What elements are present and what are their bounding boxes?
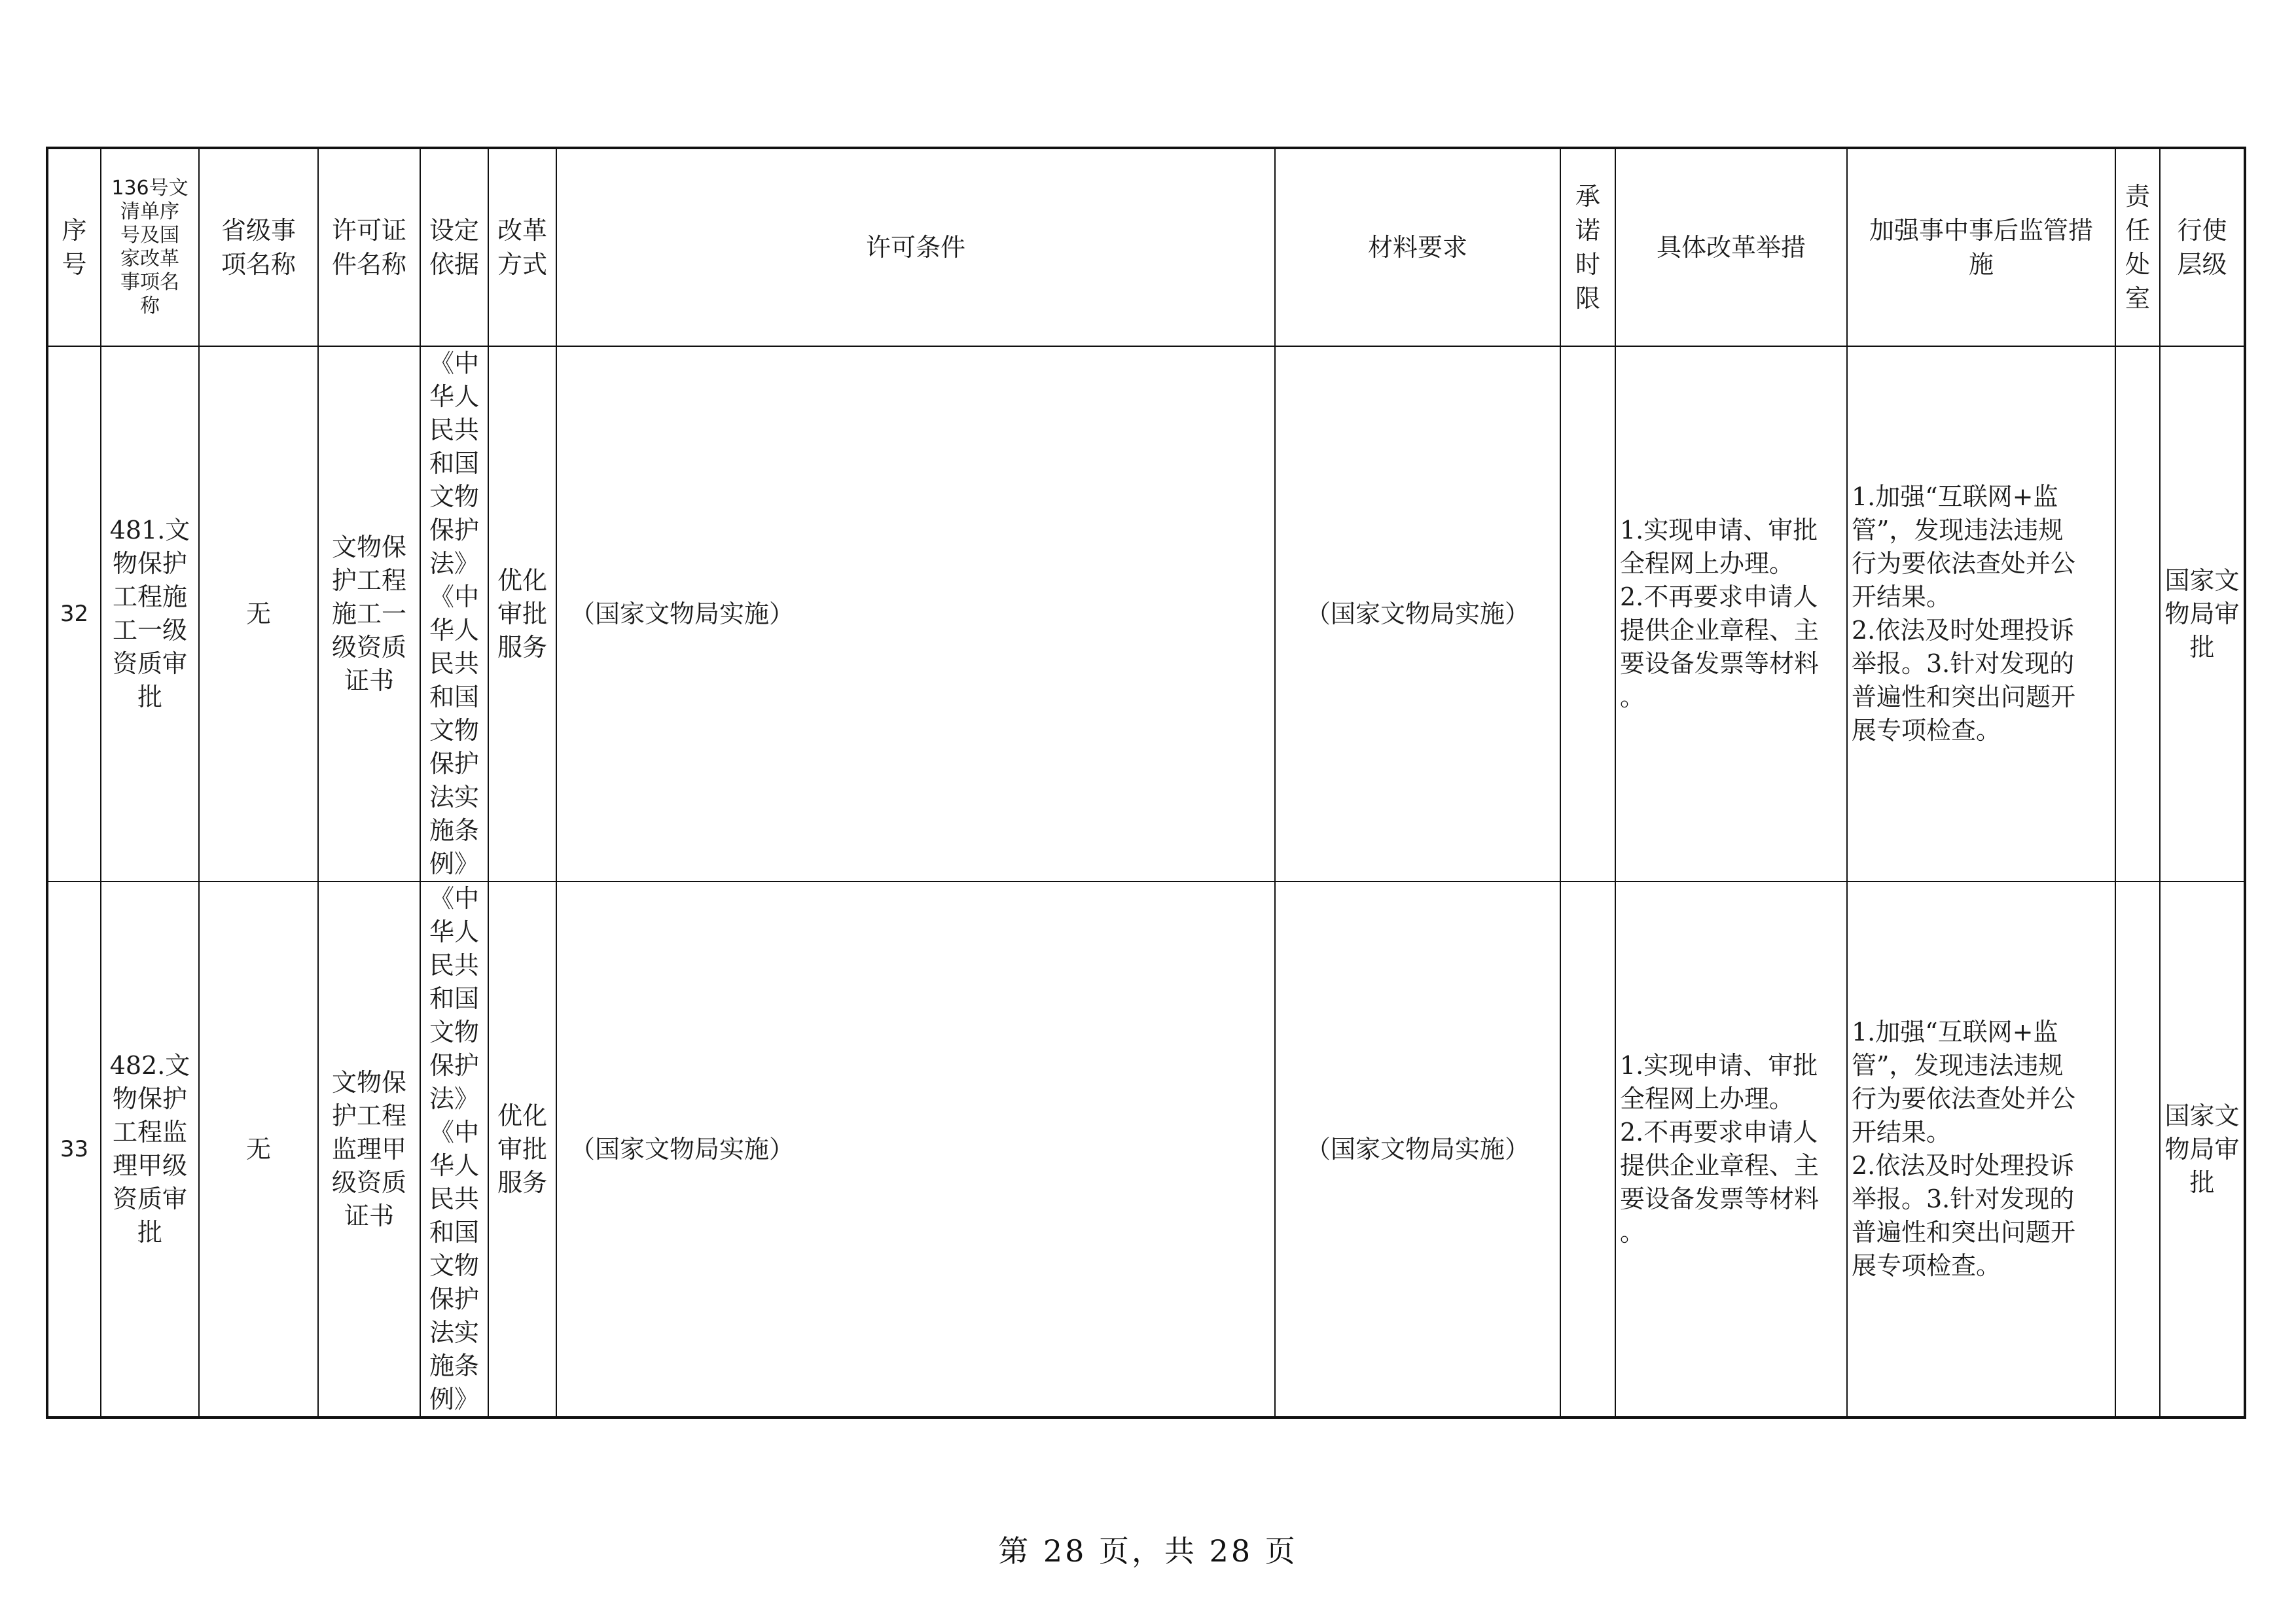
header-responsible: 责 任 处 室 [2115, 148, 2160, 346]
cell-item136: 481.文 物保护 工程施 工一级 资质审 批 [101, 346, 199, 882]
header-level: 行使 层级 [2160, 148, 2245, 346]
header-supervision: 加强事中事后监管措 施 [1847, 148, 2115, 346]
cell-level: 国家文 物局审 批 [2160, 346, 2245, 882]
cell-supervision: 1.加强“互联网+监 管”，发现违法违规 行为要依法查处并公 开结果。 2.依法及时处理投诉 举报。3.针对发现的 普遍性和突出问题开 展专项检查。 [1847, 882, 2115, 1418]
cell-basis: 《中 华人 民共 和国 文物 保护 法》 《中 华人 民共 和国 文物 保护 法实 施条 例》 [420, 346, 488, 882]
header-license: 许可证 件名称 [318, 148, 420, 346]
cell-license: 文物保 护工程 施工一 级资质 证书 [318, 346, 420, 882]
page-footer: 第 28 页，共 28 页 [998, 1533, 1298, 1569]
cell-level: 国家文 物局审 批 [2160, 882, 2245, 1418]
cell-promise [1560, 882, 1615, 1418]
header-row [47, 148, 2245, 346]
cell-measures: 1.实现申请、审批 全程网上办理。 2.不再要求申请人 提供企业章程、主 要设备发票等材料 。 [1615, 882, 1847, 1418]
reform-table [46, 147, 2246, 1419]
header-reform: 改革 方式 [488, 148, 556, 346]
table-row [47, 346, 2245, 882]
table-row [47, 882, 2245, 1418]
header-item136: 136号文 清单序 号及国 家改革 事项名 称 [101, 148, 199, 346]
cell-conditions: （国家文物局实施） [556, 882, 1275, 1418]
cell-province-item: 无 [199, 882, 318, 1418]
header-conditions: 许可条件 [556, 148, 1275, 346]
cell-license: 文物保 护工程 监理甲 级资质 证书 [318, 882, 420, 1418]
cell-conditions: （国家文物局实施） [556, 346, 1275, 882]
header-basis: 设定 依据 [420, 148, 488, 346]
cell-responsible [2115, 346, 2160, 882]
cell-item136: 482.文 物保护 工程监 理甲级 资质审 批 [101, 882, 199, 1418]
header-materials: 材料要求 [1275, 148, 1560, 346]
header-promise: 承 诺 时 限 [1560, 148, 1615, 346]
cell-reform: 优化 审批 服务 [488, 346, 556, 882]
cell-basis: 《中 华人 民共 和国 文物 保护 法》 《中 华人 民共 和国 文物 保护 法实 施条 例》 [420, 882, 488, 1418]
cell-materials: （国家文物局实施） [1275, 346, 1560, 882]
cell-materials: （国家文物局实施） [1275, 882, 1560, 1418]
cell-seq: 32 [47, 346, 101, 882]
cell-reform: 优化 审批 服务 [488, 882, 556, 1418]
header-province-item: 省级事 项名称 [199, 148, 318, 346]
header-seq: 序 号 [47, 148, 101, 346]
cell-responsible [2115, 882, 2160, 1418]
cell-province-item: 无 [199, 346, 318, 882]
cell-supervision: 1.加强“互联网+监 管”，发现违法违规 行为要依法查处并公 开结果。 2.依法及时处理投诉 举报。3.针对发现的 普遍性和突出问题开 展专项检查。 [1847, 346, 2115, 882]
cell-measures: 1.实现申请、审批 全程网上办理。 2.不再要求申请人 提供企业章程、主 要设备发票等材料 。 [1615, 346, 1847, 882]
header-measures: 具体改革举措 [1615, 148, 1847, 346]
cell-promise [1560, 346, 1615, 882]
cell-seq: 33 [47, 882, 101, 1418]
